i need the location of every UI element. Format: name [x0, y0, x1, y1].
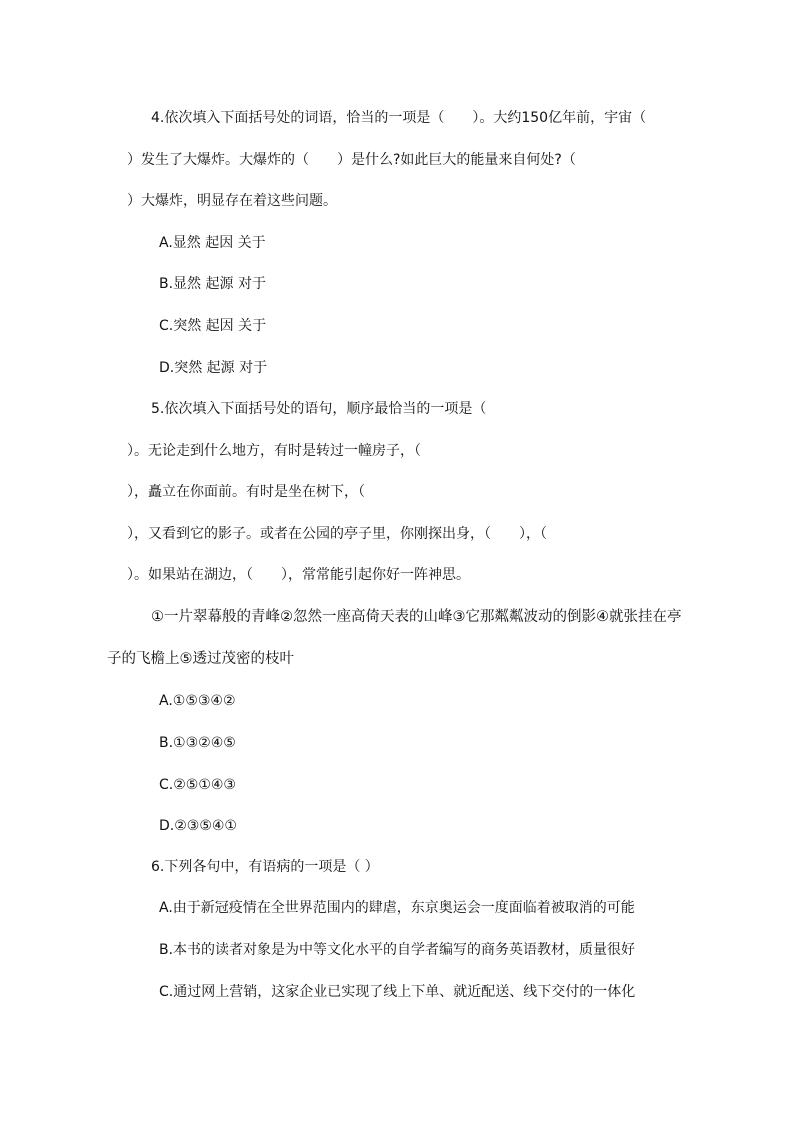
- question-5-stem-continued: ），矗立在你面前。有时是坐在树下，（: [127, 484, 365, 500]
- question-5-option-a: A.①⑤③④②: [159, 693, 236, 709]
- question-4-option-b: B.显然 起源 对于: [159, 276, 266, 292]
- question-6-stem: 6.下列各句中，有语病的一项是（ ）: [151, 859, 379, 875]
- question-4-option-c: C.突然 起因 关于: [159, 318, 267, 334]
- question-6-option-c: C.通过网上营销，这家企业已实现了线上下单、就近配送、线下交付的一体化: [159, 984, 636, 1000]
- question-5-option-d: D.②③⑤④①: [159, 818, 237, 834]
- question-5-sentence-list-continued: 子的飞檐上⑤透过茂密的枝叶: [107, 651, 294, 667]
- question-5-option-b: B.①③②④⑤: [159, 735, 236, 751]
- question-4-stem-continued: ）大爆炸，明显存在着这些问题。: [127, 193, 337, 209]
- question-5-stem-continued: ）。无论走到什么地方，有时是转过一幢房子，（: [127, 443, 421, 459]
- question-4-option-d: D.突然 起源 对于: [159, 360, 268, 376]
- question-5-sentence-list: ①一片翠幕般的青峰②忽然一座高倚天表的山峰③它那粼粼波动的倒影④就张挂在亭: [151, 609, 682, 625]
- question-4-stem-continued: ）发生了大爆炸。大爆炸的（ ）是什么?如此巨大的能量来自何处?（: [127, 152, 576, 168]
- question-4-stem: 4.依次填入下面括号处的词语，恰当的一项是（ ）。大约150亿年前，宇宙（: [151, 110, 647, 126]
- question-6-option-a: A.由于新冠疫情在全世界范围内的肆虐，东京奥运会一度面临着被取消的可能: [159, 900, 635, 916]
- question-4-option-a: A.显然 起因 关于: [159, 235, 266, 251]
- question-6-option-b: B.本书的读者对象是为中等文化水平的自学者编写的商务英语教材，质量很好: [159, 942, 636, 958]
- question-5-option-c: C.②⑤①④③: [159, 777, 236, 793]
- question-5-stem-continued: ）。如果站在湖边，（ ），常常能引起你好一阵神思。: [127, 567, 470, 583]
- question-5-stem: 5.依次填入下面括号处的语句，顺序最恰当的一项是（: [151, 401, 487, 417]
- question-5-stem-continued: ），又看到它的影子。或者在公园的亭子里，你刚探出身，（ ），（: [127, 526, 547, 542]
